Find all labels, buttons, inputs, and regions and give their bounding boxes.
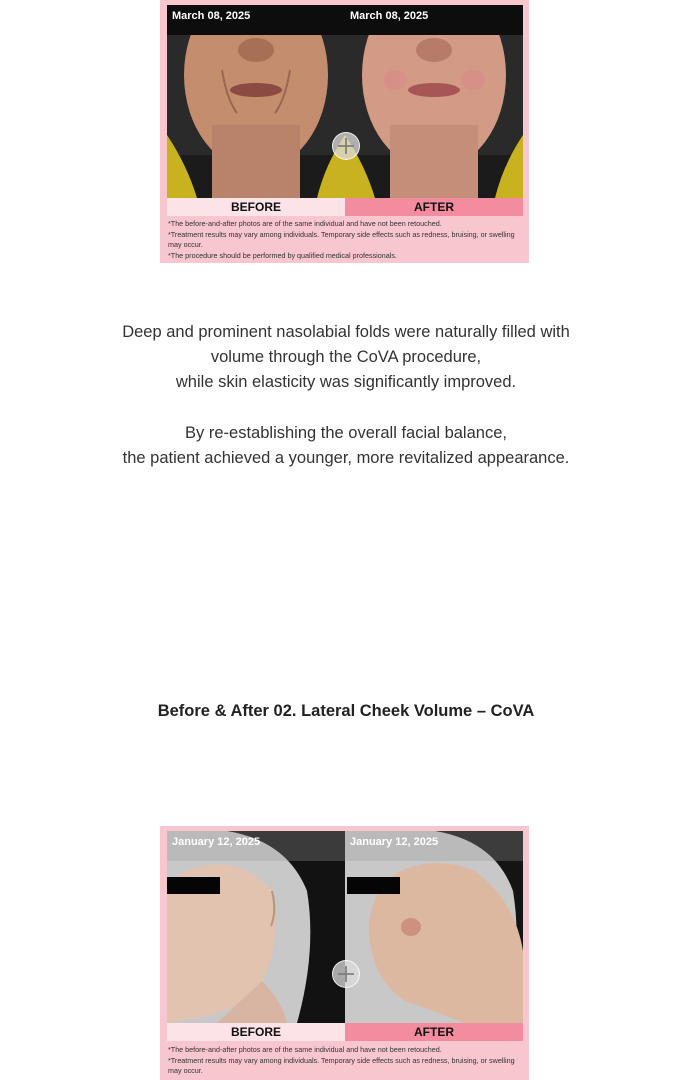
watermark-logo-icon xyxy=(332,132,360,160)
before-after-card-2 xyxy=(160,826,529,1080)
disclaimer-line: *The before-and-after photos are of the same individual and have not been retouched. xyxy=(168,219,442,228)
description-line: By re-establishing the overall facial balance, xyxy=(185,423,507,442)
description-line: while skin elasticity was significantly improved. xyxy=(175,373,517,392)
disclaimer-line: *The before-and-after photos are of the same individual and have not been retouched. xyxy=(168,1045,442,1054)
disclaimer-line: *Treatment results may vary among individuals. Temporary side effects such as redness, bruising, or swelling may occur. xyxy=(168,1055,515,1075)
after-label: AFTER xyxy=(345,198,523,216)
disclaimer-1 xyxy=(168,219,526,261)
label-row-1 xyxy=(167,198,523,216)
after-label: AFTER xyxy=(345,1023,523,1041)
after-photo-1 xyxy=(345,5,523,198)
before-face-image xyxy=(167,5,345,198)
censor-bar xyxy=(167,877,220,894)
before-label: BEFORE xyxy=(167,1023,345,1041)
after-photo-2 xyxy=(345,831,523,1023)
label-row-2 xyxy=(167,1023,523,1041)
disclaimer-line: *The procedure should be performed by qualified medical professionals. xyxy=(168,250,397,260)
before-date-2: January 12, 2025 xyxy=(172,836,261,848)
before-label: BEFORE xyxy=(167,198,345,216)
censor-bar xyxy=(347,877,400,894)
before-photo-1 xyxy=(167,5,345,198)
before-photo-2 xyxy=(167,831,345,1023)
description-line: volume through the CoVA procedure, xyxy=(210,348,482,367)
description-line: Deep and prominent nasolabial folds were naturally filled with xyxy=(122,323,570,341)
section-heading: Before & After 02. Lateral Cheek Volume – CoVA xyxy=(157,702,535,720)
disclaimer-line: *Treatment results may vary among individuals. Temporary side effects such as redness, bruising, or swelling may occur. xyxy=(168,229,515,249)
disclaimer-2 xyxy=(168,1045,526,1077)
before-date-1: March 08, 2025 xyxy=(172,10,251,22)
after-date-1: March 08, 2025 xyxy=(350,10,429,22)
after-profile-image xyxy=(345,831,523,1023)
case-description xyxy=(60,320,632,471)
watermark-logo-icon xyxy=(332,960,360,988)
before-after-card-1 xyxy=(160,0,529,263)
before-profile-image xyxy=(167,831,345,1023)
description-line: the patient achieved a younger, more revitalized appearance. xyxy=(122,448,570,467)
after-face-image xyxy=(345,5,523,198)
after-date-2: January 12, 2025 xyxy=(350,836,439,848)
